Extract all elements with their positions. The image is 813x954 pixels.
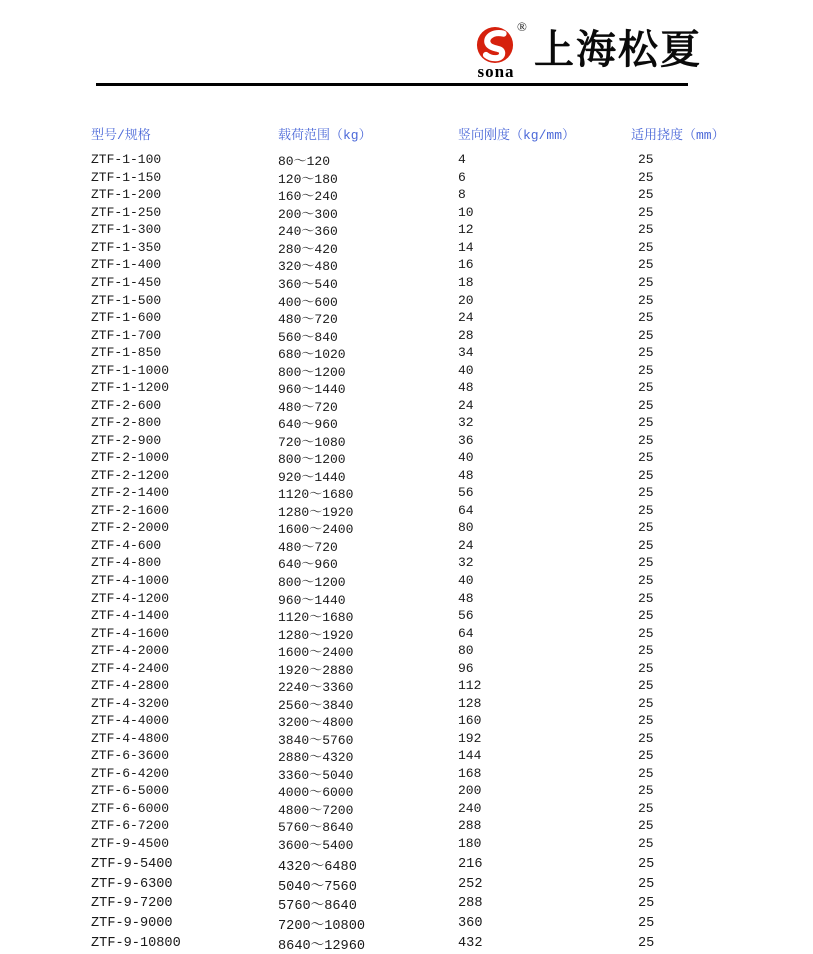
- cell-model: ZTF-6-6000: [91, 800, 170, 816]
- table-row: [0, 326, 813, 344]
- cell-vertical-stiffness: 18: [458, 274, 474, 290]
- cell-load-range: 800～1200: [278, 452, 346, 468]
- cell-vertical-stiffness: 288: [458, 896, 483, 912]
- cell-load-range: 4320～6480: [278, 859, 357, 875]
- cell-deflection: 25: [638, 765, 654, 781]
- cell-model: ZTF-1-400: [91, 257, 162, 273]
- cell-deflection: 25: [638, 345, 654, 361]
- cell-model: ZTF-9-6300: [91, 876, 173, 892]
- table-row: [0, 747, 813, 765]
- cell-deflection: 25: [638, 327, 654, 343]
- cell-deflection: 25: [638, 835, 654, 851]
- cell-vertical-stiffness: 8: [458, 187, 466, 203]
- table-row: [0, 624, 813, 642]
- table-row: [0, 659, 813, 677]
- cell-vertical-stiffness: 240: [458, 800, 482, 816]
- cell-load-range: 1120～1680: [278, 610, 354, 626]
- cell-model: ZTF-1-250: [91, 204, 162, 220]
- table-row: [0, 256, 813, 274]
- column-header-model: 型号/规格: [91, 128, 151, 143]
- cell-deflection: 25: [638, 936, 655, 952]
- cell-vertical-stiffness: 40: [458, 573, 474, 589]
- cell-deflection: 25: [638, 678, 654, 694]
- cell-deflection: 25: [638, 187, 654, 203]
- cell-deflection: 25: [638, 502, 654, 518]
- cell-model: ZTF-9-5400: [91, 856, 173, 872]
- cell-model: ZTF-4-2000: [91, 643, 170, 659]
- cell-vertical-stiffness: 24: [458, 397, 474, 413]
- cell-load-range: 1600～2400: [278, 645, 354, 661]
- cell-load-range: 960～1440: [278, 592, 346, 608]
- table-row: [0, 589, 813, 607]
- cell-load-range: 640～960: [278, 417, 338, 433]
- column-header-deflection: 适用挠度（mm）: [631, 128, 725, 143]
- cell-deflection: 25: [638, 748, 654, 764]
- cell-vertical-stiffness: 160: [458, 713, 482, 729]
- cell-model: ZTF-1-300: [91, 222, 162, 238]
- table-row: [0, 309, 813, 327]
- cell-load-range: 240～360: [278, 224, 338, 240]
- cell-deflection: 25: [638, 450, 654, 466]
- cell-vertical-stiffness: 32: [458, 555, 474, 571]
- cell-model: ZTF-1-500: [91, 292, 162, 308]
- table-row: [0, 379, 813, 397]
- brand-header: [0, 0, 813, 100]
- cell-vertical-stiffness: 6: [458, 169, 466, 185]
- table-row: [0, 519, 813, 537]
- cell-model: ZTF-1-1200: [91, 380, 170, 396]
- table-row: [0, 765, 813, 783]
- company-name: 上海松夏: [534, 28, 702, 72]
- cell-vertical-stiffness: 56: [458, 485, 474, 501]
- cell-vertical-stiffness: 48: [458, 590, 474, 606]
- cell-load-range: 3600～5400: [278, 837, 354, 853]
- cell-model: ZTF-2-1400: [91, 485, 170, 501]
- cell-deflection: 25: [638, 695, 654, 711]
- cell-model: ZTF-9-9000: [91, 916, 173, 932]
- cell-model: ZTF-1-600: [91, 310, 162, 326]
- cell-load-range: 1280～1920: [278, 627, 354, 643]
- cell-deflection: 25: [638, 625, 654, 641]
- table-row: [0, 607, 813, 625]
- table-row: [0, 835, 813, 853]
- cell-vertical-stiffness: 28: [458, 327, 474, 343]
- cell-load-range: 4800～7200: [278, 802, 354, 818]
- table-row: [0, 914, 813, 934]
- cell-deflection: 25: [638, 152, 654, 168]
- cell-deflection: 25: [638, 520, 654, 536]
- cell-load-range: 2880～4320: [278, 750, 354, 766]
- cell-deflection: 25: [638, 467, 654, 483]
- cell-load-range: 560～840: [278, 329, 338, 345]
- cell-vertical-stiffness: 144: [458, 748, 482, 764]
- column-header-load-range: 载荷范围（kg）: [278, 128, 372, 143]
- cell-load-range: 4000～6000: [278, 785, 354, 801]
- cell-model: ZTF-4-3200: [91, 695, 170, 711]
- cell-model: ZTF-4-1000: [91, 573, 170, 589]
- table-row: [0, 712, 813, 730]
- cell-load-range: 480～720: [278, 399, 338, 415]
- cell-deflection: 25: [638, 730, 654, 746]
- cell-deflection: 25: [638, 555, 654, 571]
- cell-load-range: 1120～1680: [278, 487, 354, 503]
- table-row: [0, 677, 813, 695]
- table-row: [0, 642, 813, 660]
- cell-load-range: 680～1020: [278, 347, 346, 363]
- cell-model: ZTF-1-200: [91, 187, 162, 203]
- table-row: [0, 274, 813, 292]
- cell-load-range: 5760～8640: [278, 820, 354, 836]
- cell-deflection: 25: [638, 257, 654, 273]
- cell-deflection: 25: [638, 783, 654, 799]
- cell-model: ZTF-2-900: [91, 432, 162, 448]
- cell-model: ZTF-6-4200: [91, 765, 170, 781]
- cell-deflection: 25: [638, 362, 654, 378]
- cell-vertical-stiffness: 180: [458, 835, 482, 851]
- cell-model: ZTF-2-800: [91, 415, 162, 431]
- cell-model: ZTF-2-1000: [91, 450, 170, 466]
- table-row: [0, 800, 813, 818]
- cell-deflection: 25: [638, 896, 655, 912]
- cell-vertical-stiffness: 360: [458, 916, 483, 932]
- cell-deflection: 25: [638, 415, 654, 431]
- spec-table: [0, 120, 813, 954]
- cell-load-range: 1920～2880: [278, 662, 354, 678]
- cell-vertical-stiffness: 40: [458, 450, 474, 466]
- sona-logo-icon: [476, 26, 514, 64]
- cell-model: ZTF-2-1200: [91, 467, 170, 483]
- table-row: [0, 730, 813, 748]
- table-row: [0, 694, 813, 712]
- cell-model: ZTF-1-850: [91, 345, 162, 361]
- table-row: [0, 414, 813, 432]
- table-row: [0, 874, 813, 894]
- cell-load-range: 160～240: [278, 189, 338, 205]
- cell-vertical-stiffness: 40: [458, 362, 474, 378]
- cell-load-range: 3840～5760: [278, 732, 354, 748]
- cell-load-range: 920～1440: [278, 469, 346, 485]
- cell-model: ZTF-1-1000: [91, 362, 170, 378]
- cell-vertical-stiffness: 64: [458, 625, 474, 641]
- cell-deflection: 25: [638, 204, 654, 220]
- cell-deflection: 25: [638, 432, 654, 448]
- table-row: [0, 396, 813, 414]
- cell-model: ZTF-4-600: [91, 537, 162, 553]
- cell-model: ZTF-1-450: [91, 274, 162, 290]
- cell-load-range: 400～600: [278, 294, 338, 310]
- cell-model: ZTF-6-3600: [91, 748, 170, 764]
- cell-load-range: 280～420: [278, 241, 338, 257]
- cell-model: ZTF-1-700: [91, 327, 162, 343]
- cell-vertical-stiffness: 216: [458, 856, 483, 872]
- cell-load-range: 800～1200: [278, 364, 346, 380]
- cell-deflection: 25: [638, 916, 655, 932]
- cell-load-range: 5760～8640: [278, 899, 357, 915]
- cell-deflection: 25: [638, 222, 654, 238]
- table-row: [0, 817, 813, 835]
- cell-vertical-stiffness: 24: [458, 537, 474, 553]
- cell-deflection: 25: [638, 169, 654, 185]
- table-row: [0, 221, 813, 239]
- cell-deflection: 25: [638, 800, 654, 816]
- cell-vertical-stiffness: 48: [458, 467, 474, 483]
- cell-model: ZTF-9-10800: [91, 936, 181, 952]
- cell-model: ZTF-1-100: [91, 152, 162, 168]
- cell-vertical-stiffness: 48: [458, 380, 474, 396]
- cell-load-range: 320～480: [278, 259, 338, 275]
- cell-load-range: 5040～7560: [278, 879, 357, 895]
- cell-model: ZTF-4-4000: [91, 713, 170, 729]
- cell-deflection: 25: [638, 876, 655, 892]
- cell-vertical-stiffness: 16: [458, 257, 474, 273]
- registered-trademark-icon: ®: [517, 19, 527, 34]
- cell-model: ZTF-6-7200: [91, 818, 170, 834]
- table-row: [0, 151, 813, 169]
- header-divider: [96, 83, 688, 86]
- cell-deflection: 25: [638, 380, 654, 396]
- table-row: [0, 361, 813, 379]
- cell-vertical-stiffness: 96: [458, 660, 474, 676]
- cell-vertical-stiffness: 24: [458, 310, 474, 326]
- cell-load-range: 800～1200: [278, 575, 346, 591]
- table-row: [0, 894, 813, 914]
- cell-load-range: 480～720: [278, 539, 338, 555]
- cell-load-range: 80～120: [278, 154, 331, 170]
- cell-vertical-stiffness: 32: [458, 415, 474, 431]
- table-row: [0, 572, 813, 590]
- cell-model: ZTF-1-150: [91, 169, 162, 185]
- cell-deflection: 25: [638, 537, 654, 553]
- cell-deflection: 25: [638, 573, 654, 589]
- table-row: [0, 467, 813, 485]
- cell-model: ZTF-2-1600: [91, 502, 170, 518]
- table-row: [0, 169, 813, 187]
- cell-load-range: 720～1080: [278, 434, 346, 450]
- cell-load-range: 1280～1920: [278, 504, 354, 520]
- table-row: [0, 449, 813, 467]
- cell-deflection: 25: [638, 274, 654, 290]
- cell-vertical-stiffness: 288: [458, 818, 482, 834]
- cell-load-range: 3360～5040: [278, 767, 354, 783]
- cell-vertical-stiffness: 12: [458, 222, 474, 238]
- cell-vertical-stiffness: 80: [458, 520, 474, 536]
- cell-load-range: 2560～3840: [278, 697, 354, 713]
- cell-deflection: 25: [638, 713, 654, 729]
- cell-vertical-stiffness: 14: [458, 239, 474, 255]
- table-row: [0, 502, 813, 520]
- cell-model: ZTF-4-1200: [91, 590, 170, 606]
- cell-vertical-stiffness: 200: [458, 783, 482, 799]
- cell-model: ZTF-9-7200: [91, 896, 173, 912]
- cell-vertical-stiffness: 34: [458, 345, 474, 361]
- cell-model: ZTF-6-5000: [91, 783, 170, 799]
- cell-load-range: 1600～2400: [278, 522, 354, 538]
- cell-model: ZTF-4-800: [91, 555, 162, 571]
- cell-vertical-stiffness: 192: [458, 730, 482, 746]
- table-row: [0, 291, 813, 309]
- cell-model: ZTF-2-2000: [91, 520, 170, 536]
- table-row: [0, 432, 813, 450]
- cell-deflection: 25: [638, 590, 654, 606]
- cell-load-range: 3200～4800: [278, 715, 354, 731]
- cell-deflection: 25: [638, 292, 654, 308]
- cell-load-range: 960～1440: [278, 382, 346, 398]
- cell-load-range: 120～180: [278, 171, 338, 187]
- cell-deflection: 25: [638, 643, 654, 659]
- cell-vertical-stiffness: 128: [458, 695, 482, 711]
- cell-load-range: 360～540: [278, 276, 338, 292]
- table-row: [0, 344, 813, 362]
- table-row: [0, 239, 813, 257]
- cell-model: ZTF-4-4800: [91, 730, 170, 746]
- cell-deflection: 25: [638, 310, 654, 326]
- table-row: [0, 484, 813, 502]
- cell-vertical-stiffness: 80: [458, 643, 474, 659]
- table-body: [0, 151, 813, 954]
- cell-vertical-stiffness: 432: [458, 936, 483, 952]
- cell-load-range: 2240～3360: [278, 680, 354, 696]
- cell-vertical-stiffness: 20: [458, 292, 474, 308]
- cell-vertical-stiffness: 10: [458, 204, 474, 220]
- table-row: [0, 554, 813, 572]
- table-header-row: [0, 120, 813, 147]
- cell-vertical-stiffness: 36: [458, 432, 474, 448]
- cell-load-range: 7200～10800: [278, 919, 366, 935]
- cell-load-range: 640～960: [278, 557, 338, 573]
- cell-vertical-stiffness: 64: [458, 502, 474, 518]
- cell-model: ZTF-4-1600: [91, 625, 170, 641]
- table-row: [0, 204, 813, 222]
- table-row: [0, 854, 813, 874]
- cell-model: ZTF-1-350: [91, 239, 162, 255]
- cell-deflection: 25: [638, 397, 654, 413]
- table-row: [0, 782, 813, 800]
- table-row: [0, 934, 813, 954]
- cell-deflection: 25: [638, 818, 654, 834]
- logo-wordmark: sona: [477, 62, 515, 81]
- cell-deflection: 25: [638, 485, 654, 501]
- cell-model: ZTF-9-4500: [91, 835, 170, 851]
- cell-model: ZTF-4-2800: [91, 678, 170, 694]
- cell-load-range: 200～300: [278, 206, 338, 222]
- cell-model: ZTF-4-2400: [91, 660, 170, 676]
- cell-vertical-stiffness: 56: [458, 608, 474, 624]
- cell-load-range: 8640～12960: [278, 939, 366, 954]
- cell-deflection: 25: [638, 608, 654, 624]
- cell-vertical-stiffness: 4: [458, 152, 466, 168]
- cell-vertical-stiffness: 252: [458, 876, 483, 892]
- cell-deflection: 25: [638, 239, 654, 255]
- column-header-vertical-stiffness: 竖向刚度（kg/mm）: [458, 128, 576, 143]
- cell-model: ZTF-4-1400: [91, 608, 170, 624]
- cell-load-range: 480～720: [278, 312, 338, 328]
- cell-model: ZTF-2-600: [91, 397, 162, 413]
- cell-vertical-stiffness: 112: [458, 678, 482, 694]
- cell-deflection: 25: [638, 856, 655, 872]
- table-row: [0, 186, 813, 204]
- table-row: [0, 537, 813, 555]
- cell-deflection: 25: [638, 660, 654, 676]
- cell-vertical-stiffness: 168: [458, 765, 482, 781]
